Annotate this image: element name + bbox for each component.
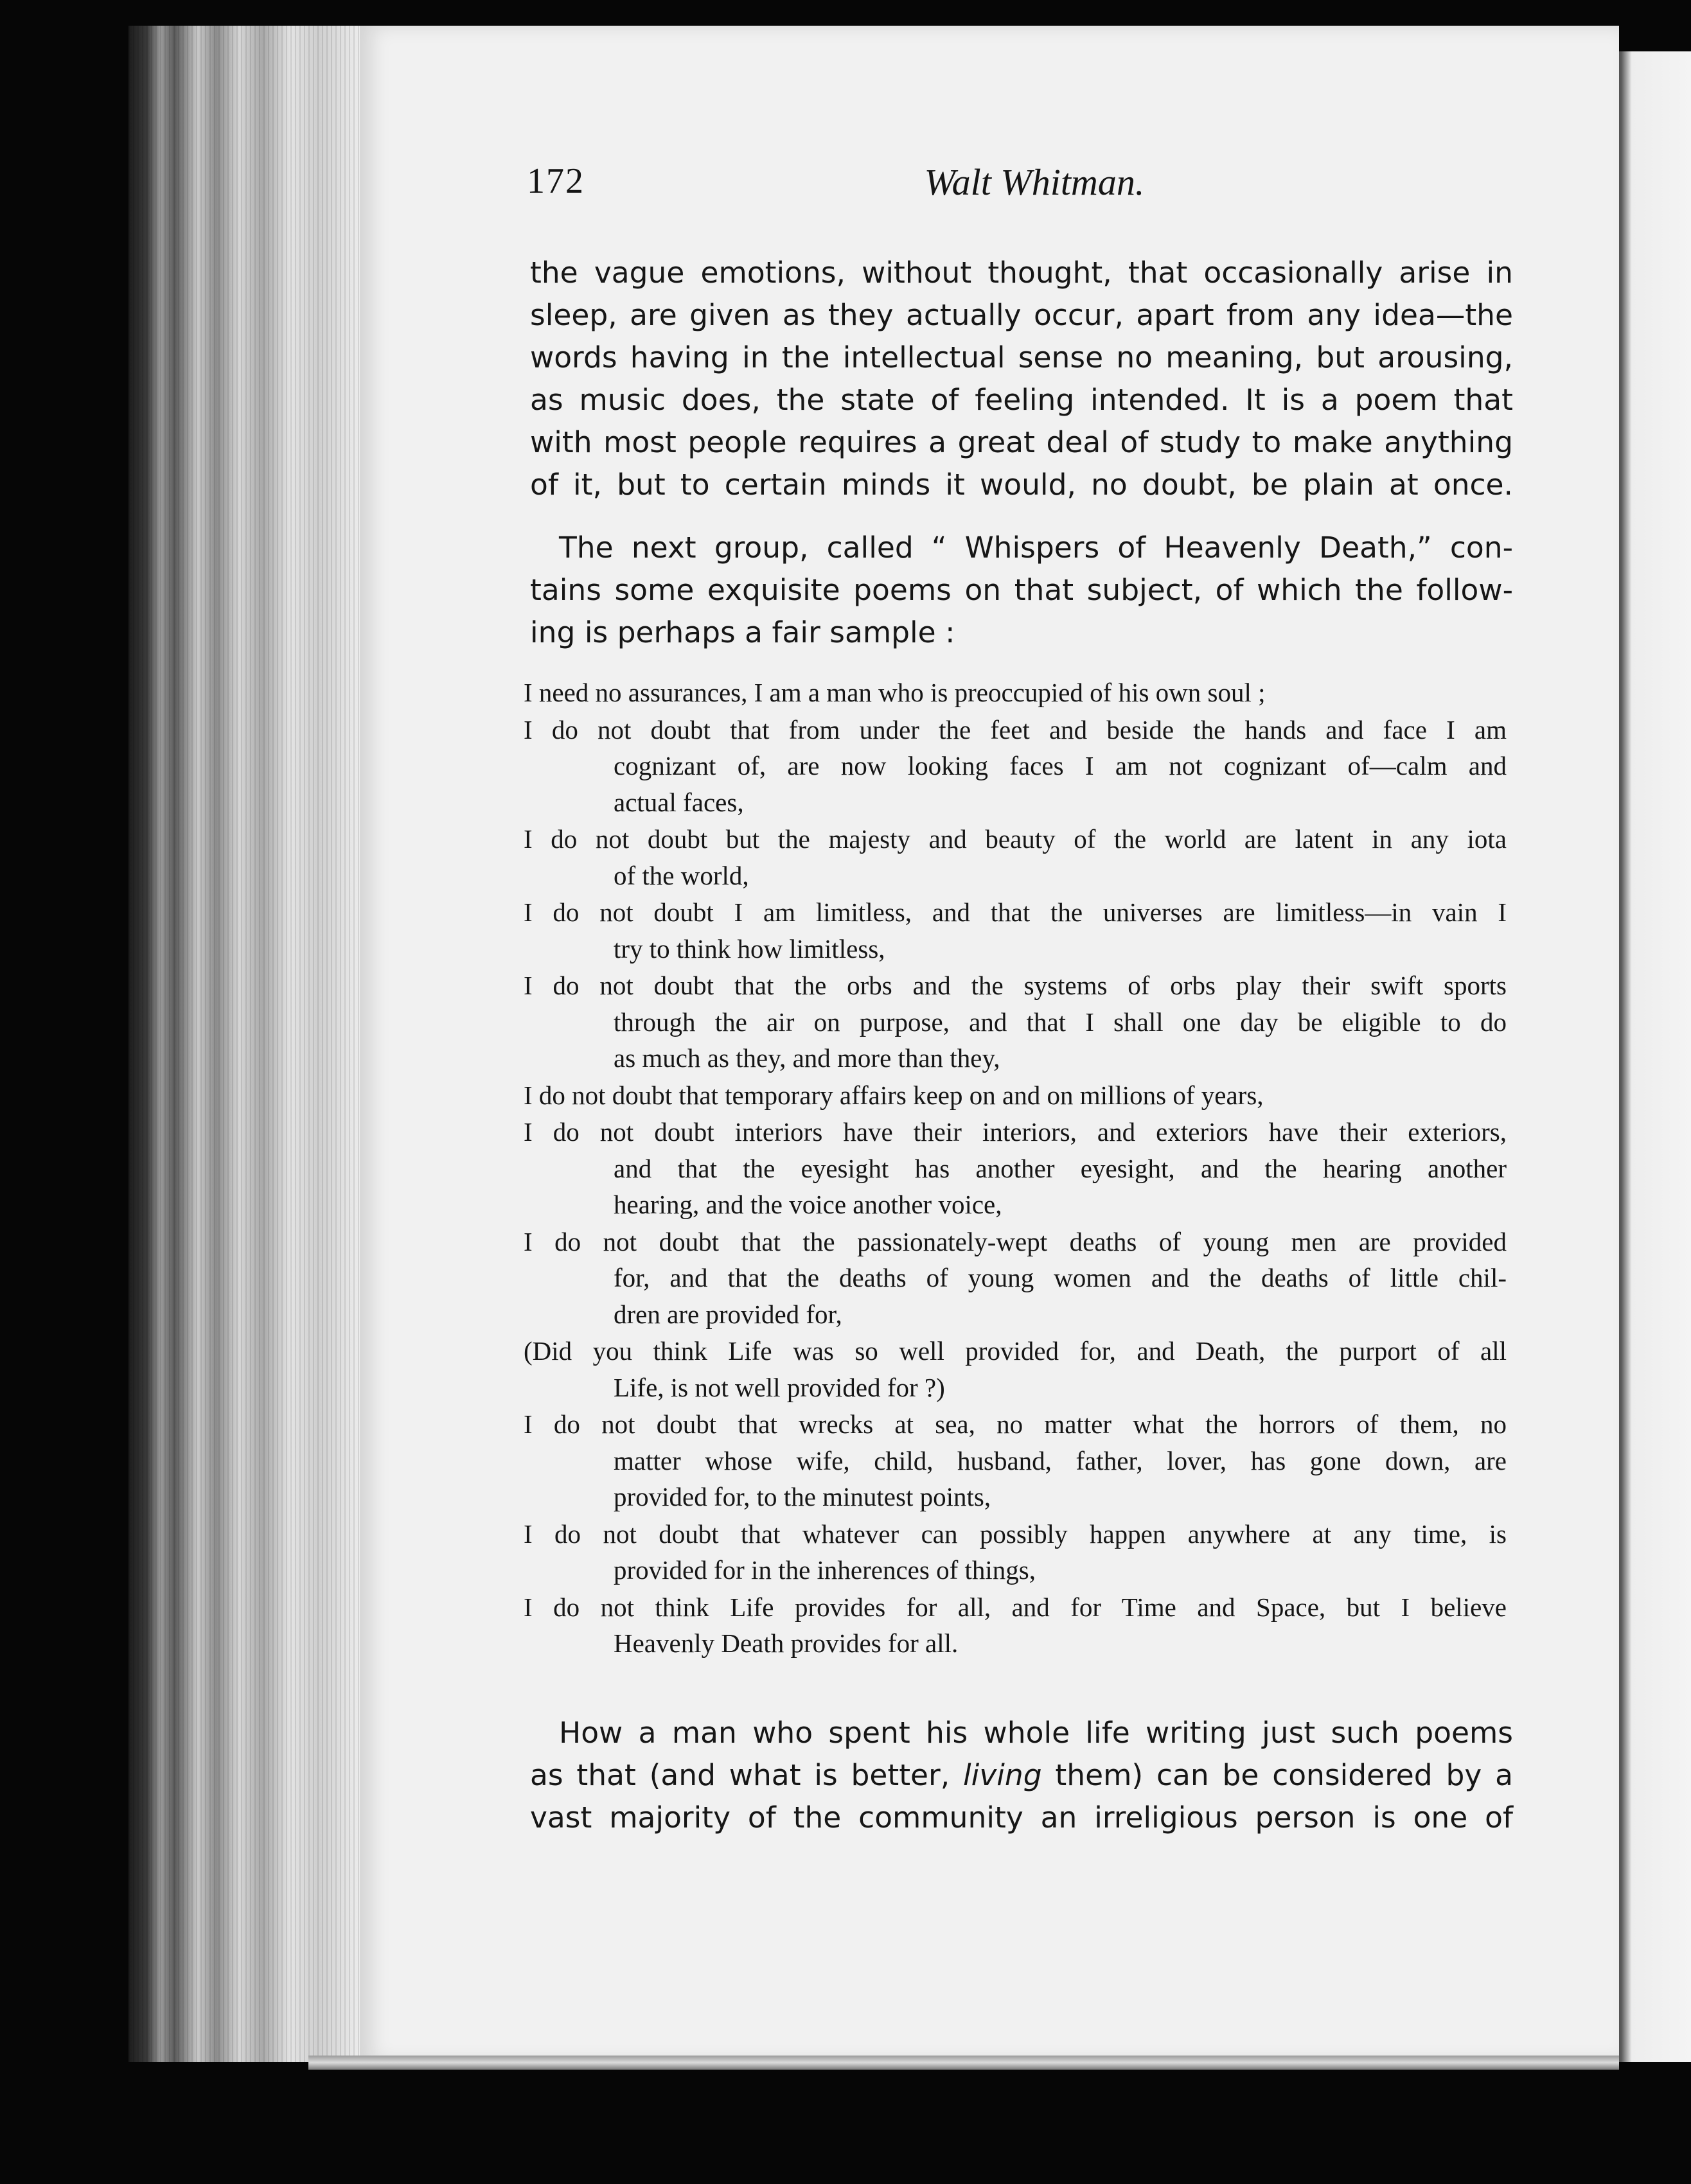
text-line: the vague emotions, without thought, that occasionally arise in: [530, 256, 1513, 290]
poem-verse: [524, 1516, 1507, 1589]
poem-quotation: [524, 674, 1507, 1662]
poem-line: cognizant of, are now looking faces I am not cognizant of—calm and: [614, 751, 1507, 780]
text-line: The next group, called “ Whispers of Heavenly Death,” con-: [559, 531, 1513, 565]
poem-line: (Did you think Life was so well provided for, and Death, the purport of all: [524, 1336, 1507, 1366]
poem-line: I do not think Life provides for all, and for Time and Space, but I believe: [524, 1592, 1507, 1622]
poem-verse: [524, 1077, 1507, 1114]
text-segment: them) can be considered by a: [1041, 1758, 1513, 1792]
poem-line: I do not doubt that from under the feet and beside the hands and face I am: [524, 714, 1507, 744]
poem-line: I do not doubt that the passionately-wept deaths of young men are provided: [524, 1226, 1507, 1256]
text-line: How a man who spent his whole life writing just such poems: [559, 1716, 1513, 1750]
paragraph-1: [530, 252, 1513, 506]
poem-line: and that the eyesight has another eyesight, and the hearing another: [614, 1153, 1507, 1183]
poem-line: I do not doubt that the orbs and the systems of orbs play their swift sports: [524, 971, 1507, 1000]
poem-verse: [524, 674, 1507, 711]
book-page-stack: [128, 26, 360, 2062]
text-line: vast majority of the community an irreligious person is one of: [530, 1801, 1513, 1835]
poem-line: matter whose wife, child, husband, father, lover, has gone down, are: [614, 1445, 1507, 1475]
poem-line: actual faces,: [614, 787, 744, 817]
text-line: tains some exquisite poems on that subject, of which the follow-: [530, 573, 1513, 607]
paragraph-2: [530, 527, 1513, 654]
text-line: as music does, the state of feeling intended. It is a poem that: [530, 383, 1513, 417]
poem-line: Heavenly Death provides for all.: [614, 1628, 959, 1658]
poem-line: I do not doubt that wrecks at sea, no matter what the horrors of them, no: [524, 1409, 1507, 1439]
text-segment: as that (and what is better,: [530, 1758, 964, 1792]
poem-verse: [524, 1333, 1507, 1405]
italic-word: living: [963, 1758, 1042, 1792]
poem-line: I do not doubt I am limitless, and that the universes are limitless—in vain I: [524, 897, 1507, 927]
poem-verse: [524, 967, 1507, 1077]
poem-verse: [524, 1589, 1507, 1662]
poem-line: provided for in the inherences of things,: [614, 1555, 1036, 1585]
poem-line: Life, is not well provided for ?): [614, 1372, 945, 1402]
poem-verse: [524, 1224, 1507, 1333]
poem-line: through the air on purpose, and that I shall one day be eligible to do: [614, 1007, 1507, 1037]
poem-line: for, and that the deaths of young women and the deaths of little chil-: [614, 1263, 1507, 1292]
poem-line: I do not doubt that whatever can possibly happen anywhere at any time, is: [524, 1519, 1507, 1549]
text-line: [530, 1754, 1513, 1797]
poem-line: I do not doubt but the majesty and beauty of the world are latent in any iota: [524, 824, 1507, 854]
text-line: sleep, are given as they actually occur, apart from any idea—the: [530, 298, 1513, 332]
running-title: Walt Whitman.: [924, 161, 1145, 203]
poem-line: as much as they, and more than they,: [614, 1043, 1000, 1073]
text-line: with most people requires a great deal of study to make anything: [530, 425, 1513, 459]
poem-verse: [524, 1114, 1507, 1223]
poem-verse: [524, 712, 1507, 821]
poem-line: of the world,: [614, 860, 749, 890]
poem-line: try to think how limitless,: [614, 933, 885, 964]
poem-line: hearing, and the voice another voice,: [614, 1190, 1002, 1219]
paragraph-3: [530, 1712, 1513, 1839]
page-header: [527, 161, 1516, 218]
text-line: of it, but to certain minds it would, no doubt, be plain at once.: [530, 468, 1513, 502]
poem-line: I do not doubt interiors have their interiors, and exteriors have their exteriors,: [524, 1117, 1507, 1147]
poem-line: dren are provided for,: [614, 1299, 842, 1329]
poem-verse: [524, 894, 1507, 967]
poem-line: I do not doubt that temporary affairs keep on and on millions of years,: [524, 1080, 1264, 1110]
text-line: ing is perhaps a fair sample :: [530, 615, 955, 649]
poem-line: I need no assurances, I am a man who is preoccupied of his own soul ;: [524, 678, 1266, 707]
book-bottom-edge: [308, 2056, 1619, 2070]
poem-verse: [524, 821, 1507, 894]
text-line: words having in the intellectual sense no meaning, but arousing,: [530, 340, 1513, 374]
page-number: 172: [527, 161, 585, 201]
poem-line: provided for, to the minutest points,: [614, 1482, 991, 1511]
poem-verse: [524, 1406, 1507, 1515]
